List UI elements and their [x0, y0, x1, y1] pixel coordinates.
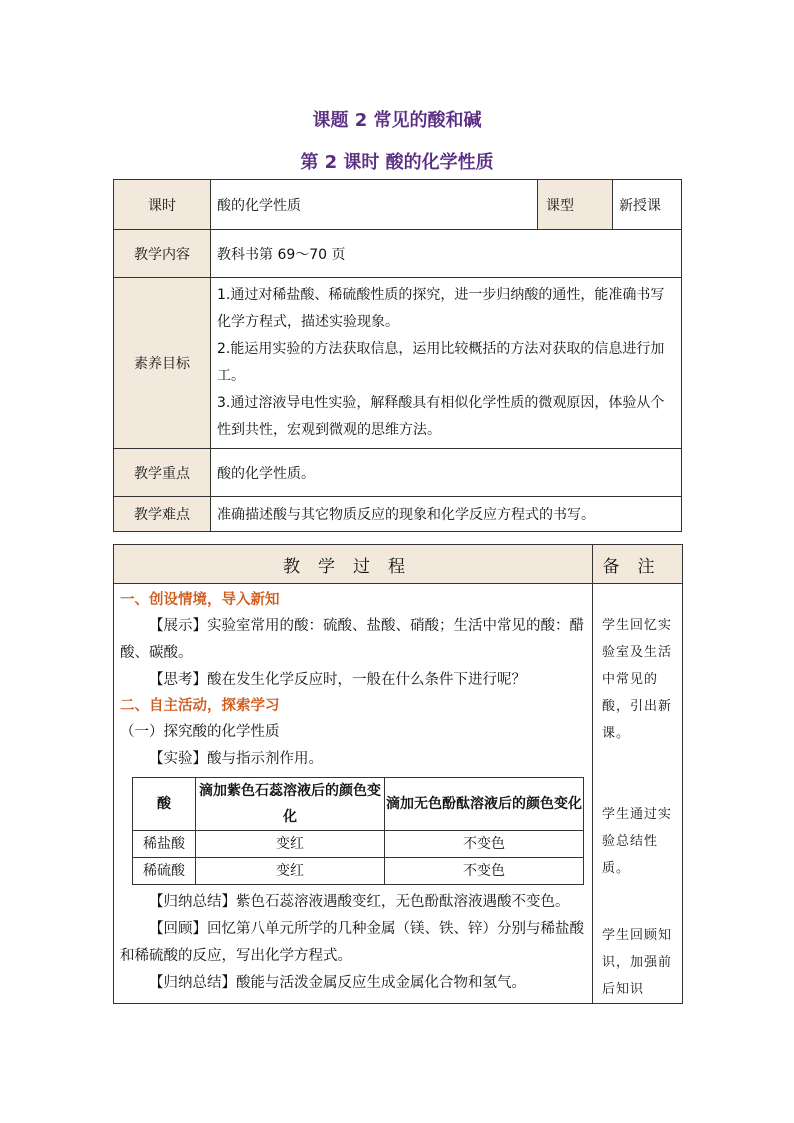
col-phenolphthalein: 滴加无色酚酞溶液后的颜色变化 [385, 778, 584, 831]
value-difficulty: 准确描述酸与其它物质反应的现象和化学反应方程式的书写。 [211, 497, 682, 532]
notes-content [593, 584, 683, 1004]
cell-litmus: 变红 [196, 831, 385, 858]
lesson-title: 课题 2 常见的酸和碱 [312, 110, 482, 131]
value-content: 教科书第 69～70 页 [211, 230, 682, 278]
indicator-result-table [132, 777, 584, 885]
paragraph: 【回顾】回忆第八单元所学的几种金属（镁、铁、锌）分别与稀盐酸和稀硫酸的反应，写出化学方程式。 [120, 921, 584, 964]
label-period: 课时 [114, 180, 211, 230]
section-heading: 一、创设情境，导入新知 [120, 592, 280, 608]
process-content [114, 584, 593, 1004]
col-acid: 酸 [133, 778, 196, 831]
sub-heading: （一）探究酸的化学性质 [120, 724, 280, 740]
value-period: 酸的化学性质 [211, 180, 538, 230]
value-type: 新授课 [613, 180, 682, 230]
goal-item: 1.通过对稀盐酸、稀硫酸性质的探究，进一步归纳酸的通性，能准确书写化学方程式，描述实验现象。 [217, 287, 665, 330]
value-key-point: 酸的化学性质。 [211, 449, 682, 497]
label-key-point: 教学重点 [114, 449, 211, 497]
label-goals: 素养目标 [114, 278, 211, 449]
paragraph: 【思考】酸在发生化学反应时，一般在什么条件下进行呢？ [149, 672, 526, 688]
lesson-subtitle: 第 2 课时 酸的化学性质 [300, 152, 494, 173]
cell-litmus: 变红 [196, 858, 385, 885]
lesson-info-table [113, 179, 682, 532]
notes-header: 备注 [593, 545, 683, 584]
col-litmus: 滴加紫色石蕊溶液后的颜色变化 [196, 778, 385, 831]
teaching-process-table [113, 544, 683, 1004]
note: 学生回忆实验室及生活中常见的酸，引出新课。 [602, 618, 673, 741]
cell-phenol: 不变色 [385, 858, 584, 885]
cell-phenol: 不变色 [385, 831, 584, 858]
label-content: 教学内容 [114, 230, 211, 278]
label-type: 课型 [538, 180, 613, 230]
table-row [133, 831, 584, 858]
value-goals [211, 278, 682, 449]
note: 学生回顾知识，加强前后知识 [602, 928, 673, 997]
cell-acid: 稀盐酸 [133, 831, 196, 858]
label-difficulty: 教学难点 [114, 497, 211, 532]
cell-acid: 稀硫酸 [133, 858, 196, 885]
goal-item: 3.通过溶液导电性实验，解释酸具有相似化学性质的微观原因，体验从个性到共性，宏观到微观的思维方法。 [217, 395, 665, 438]
paragraph: 【归纳总结】紫色石蕊溶液遇酸变红，无色酚酞溶液遇酸不变色。 [149, 894, 570, 910]
table-row [133, 858, 584, 885]
section-heading: 二、自主活动，探索学习 [120, 698, 280, 714]
process-header: 教学过程 [114, 545, 593, 584]
paragraph: 【展示】实验室常用的酸：硫酸、盐酸、硝酸；生活中常见的酸：醋酸、碳酸。 [120, 618, 584, 661]
paragraph: 【归纳总结】酸能与活泼金属反应生成金属化合物和氢气。 [149, 975, 526, 991]
paragraph: 【实验】酸与指示剂作用。 [149, 751, 323, 767]
note: 学生通过实验总结性质。 [602, 807, 673, 876]
goal-item: 2.能运用实验的方法获取信息，运用比较概括的方法对获取的信息进行加工。 [217, 341, 665, 384]
